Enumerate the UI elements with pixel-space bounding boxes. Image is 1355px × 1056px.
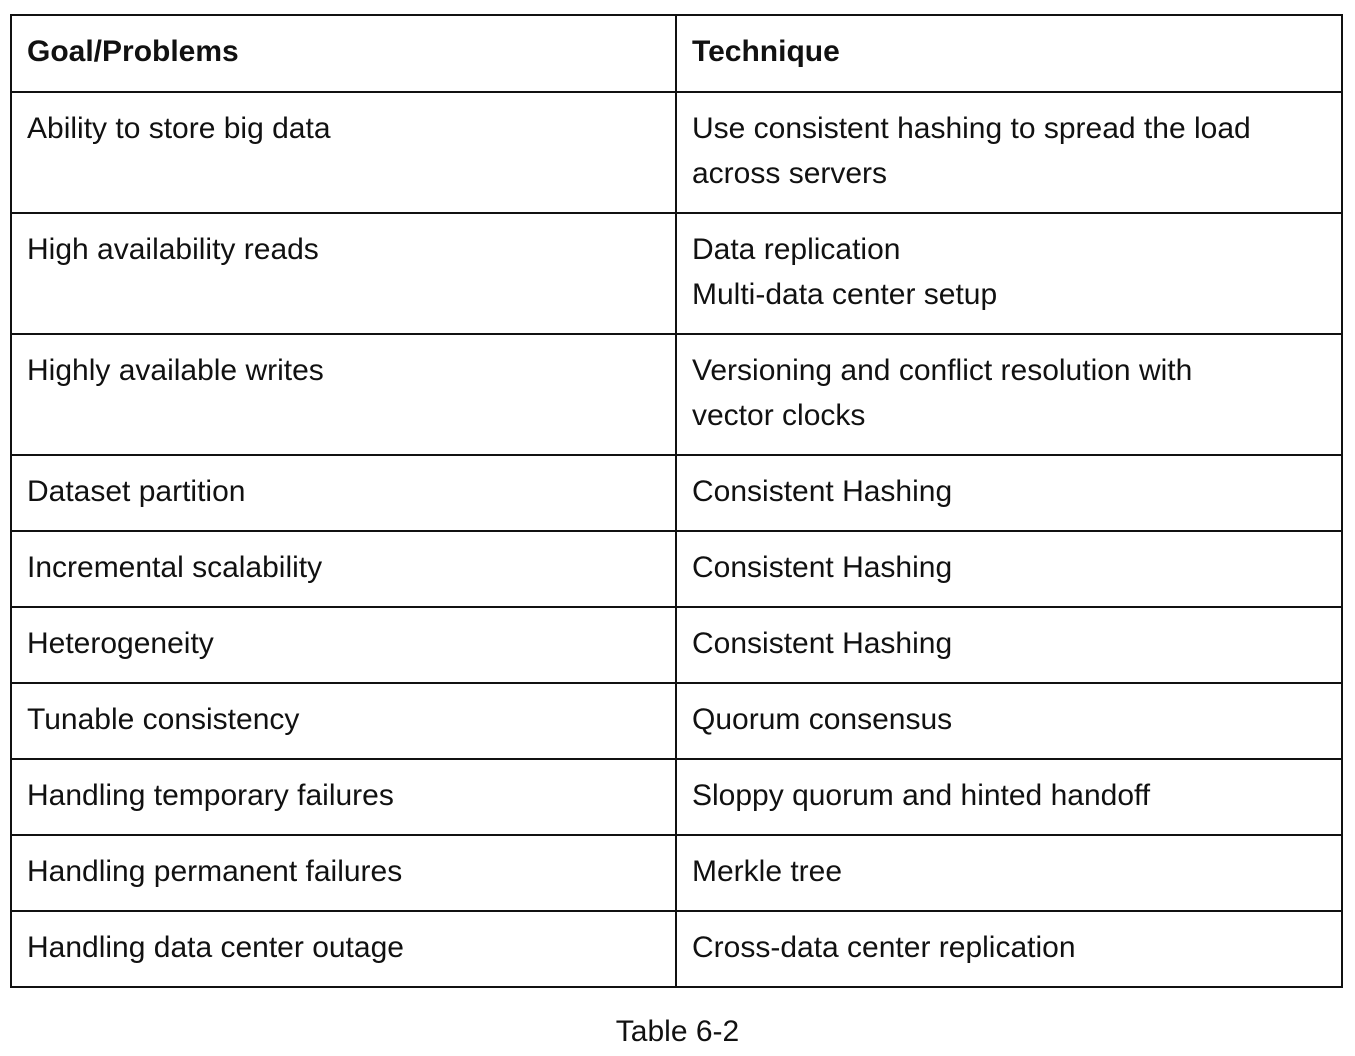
table-row bbox=[11, 911, 1342, 987]
table-row bbox=[11, 759, 1342, 835]
technique-line: Data replication bbox=[692, 233, 901, 266]
goal-cell: High availability reads bbox=[11, 213, 676, 334]
goal-cell: Handling temporary failures bbox=[11, 759, 676, 835]
technique-cell: Merkle tree bbox=[676, 835, 1342, 911]
header-goal-problems: Goal/Problems bbox=[11, 15, 676, 92]
technique-cell: Consistent Hashing bbox=[676, 531, 1342, 607]
technique-line: Multi-data center setup bbox=[692, 278, 998, 311]
table-row bbox=[11, 213, 1342, 334]
goal-cell: Handling data center outage bbox=[11, 911, 676, 987]
technique-line: vector clocks bbox=[692, 399, 866, 432]
table-row bbox=[11, 455, 1342, 531]
technique-line: across servers bbox=[692, 157, 888, 190]
techniques-table-container bbox=[10, 14, 1341, 988]
table-row bbox=[11, 531, 1342, 607]
goal-cell: Heterogeneity bbox=[11, 607, 676, 683]
technique-cell: Consistent Hashing bbox=[676, 607, 1342, 683]
table-row bbox=[11, 607, 1342, 683]
table-row bbox=[11, 835, 1342, 911]
techniques-table bbox=[10, 14, 1343, 988]
table-row bbox=[11, 334, 1342, 455]
goal-cell: Ability to store big data bbox=[11, 92, 676, 213]
goal-cell: Tunable consistency bbox=[11, 683, 676, 759]
table-header-row bbox=[11, 15, 1342, 92]
goal-cell: Incremental scalability bbox=[11, 531, 676, 607]
goal-cell: Dataset partition bbox=[11, 455, 676, 531]
technique-cell bbox=[676, 92, 1342, 213]
technique-cell: Cross-data center replication bbox=[676, 911, 1342, 987]
technique-cell: Quorum consensus bbox=[676, 683, 1342, 759]
technique-line: Use consistent hashing to spread the load bbox=[692, 112, 1251, 145]
header-technique: Technique bbox=[676, 15, 1342, 92]
technique-cell bbox=[676, 334, 1342, 455]
goal-cell: Highly available writes bbox=[11, 334, 676, 455]
goal-cell: Handling permanent failures bbox=[11, 835, 676, 911]
table-row bbox=[11, 92, 1342, 213]
table-row bbox=[11, 683, 1342, 759]
technique-cell: Consistent Hashing bbox=[676, 455, 1342, 531]
table-caption: Table 6-2 bbox=[615, 1015, 740, 1048]
technique-cell: Sloppy quorum and hinted handoff bbox=[676, 759, 1342, 835]
technique-cell bbox=[676, 213, 1342, 334]
technique-line: Versioning and conflict resolution with bbox=[692, 354, 1193, 387]
